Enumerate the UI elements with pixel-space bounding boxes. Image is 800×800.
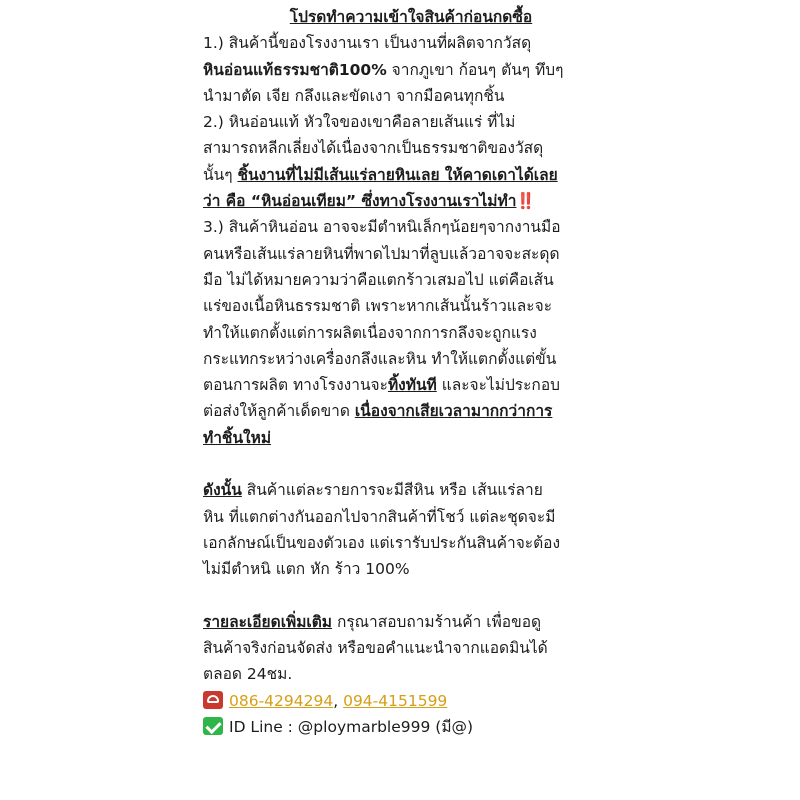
section-2-line-3 xyxy=(203,162,603,188)
section-2-line-2: สามารถหลีกเลี่ยงได้เนื่องจากเป็นธรรมชาติของวัสดุ xyxy=(203,139,544,158)
no-vein-warning: ชิ้นงานที่ไม่มีเส้นแร่ลายหินเลย ให้คาดเดาได้เลย xyxy=(237,165,558,184)
natural-marble-highlight: หินอ่อนแท้ธรรมชาติ100% xyxy=(203,60,387,79)
section-2 xyxy=(203,109,603,214)
discard-immediately-highlight: ทิ้งทันที xyxy=(387,376,437,395)
check-mark-icon xyxy=(203,717,223,735)
section-3-line-6: กระแทกระหว่างเครื่องกลึงและหิน ทำให้แตกตั้งแต่ขั้น xyxy=(203,349,557,368)
double-exclamation-icon: ‼️ xyxy=(516,192,536,211)
therefore-label: ดังนั้น xyxy=(203,481,242,500)
summary-section xyxy=(203,477,603,582)
product-notice-document xyxy=(203,4,603,740)
phone-line xyxy=(203,688,603,714)
summary-line-1 xyxy=(203,477,603,503)
section-1-line-2-rest: จากภูเขา ก้อนๆ ตันๆ ทึบๆ xyxy=(386,60,564,79)
summary-line-2: หิน ที่แตกต่างกันออกไปจากสินค้าที่โชว์ แต่ละชุดจะมี xyxy=(203,507,556,526)
section-3-line-2: คนหรือเส้นแร่ลายหินที่พาดไปมาที่ลูบแล้วอาจจะสะดุด xyxy=(203,244,560,263)
artificial-marble-warning: ว่า คือ “หินอ่อนเทียม” ซึ่งทางโรงงานเราไม่ทำ xyxy=(203,192,517,211)
section-1-line-3: นำมาตัด เจีย กลึงและขัดเงา จากมือคนทุกชิ้น xyxy=(203,86,505,105)
section-3-line-8 xyxy=(203,398,603,424)
section-3-line-8-pre: ต่อส่งให้ลูกค้าเด็ดขาด xyxy=(203,402,355,421)
section-3-line-5: ทำให้แตกตั้งแต่การผลิตเนื่องจากการกลึงจะถูกแรง xyxy=(203,323,537,342)
summary-line-1-rest: สินค้าแต่ละรายการจะมีสีหิน หรือ เส้นแร่ลาย xyxy=(241,481,543,500)
summary-line-4: ไม่มีตำหนิ แตก หัก ร้าว 100% xyxy=(203,560,410,579)
details-line-2: สินค้าจริงก่อนจัดส่ง หรือขอคำแนะนำจากแอดมินได้ xyxy=(203,639,548,658)
spacer xyxy=(203,583,603,609)
section-1-line-1: 1.) สินค้านี้ของโรงงานเรา เป็นงานที่ผลิตจากวัสดุ xyxy=(203,34,532,53)
line-id-line xyxy=(203,714,603,740)
section-2-line-1: 2.) หินอ่อนแท้ หัวใจของเขาคือลายเส้นแร่ ที่ไม่ xyxy=(203,113,516,132)
contact-section xyxy=(203,688,603,741)
line-id-text: ID Line : @ploymarble999 (มี@) xyxy=(229,718,474,737)
time-waste-highlight: เนื่องจากเสียเวลามากกว่าการ xyxy=(354,402,553,421)
details-line-3: ตลอด 24ชม. xyxy=(203,665,293,684)
section-3-line-9 xyxy=(203,425,603,451)
phone-separator: , xyxy=(333,691,344,710)
section-3 xyxy=(203,214,603,451)
phone-number-2-link[interactable]: 094-4151599 xyxy=(343,691,448,710)
section-3-line-3: มือ ไม่ได้หมายความว่าคือแตกร้าวเสมอไป แต่คือเส้น xyxy=(203,270,554,289)
section-3-line-7-pre: ตอนการผลิต ทางโรงงานจะ xyxy=(203,376,388,395)
details-line-1 xyxy=(203,609,603,635)
spacer xyxy=(203,451,603,477)
new-piece-highlight: ทำชิ้นใหม่ xyxy=(203,428,272,447)
summary-line-3: เอกลักษณ์เป็นของตัวเอง แต่เรารับประกันสินค้าจะต้อง xyxy=(203,533,561,552)
section-1 xyxy=(203,30,603,109)
section-2-line-4 xyxy=(203,188,603,214)
more-details-label: รายละเอียดเพิ่มเติม xyxy=(203,612,333,631)
telephone-icon xyxy=(203,691,223,709)
section-2-line-3-pre: นั้นๆ xyxy=(203,165,238,184)
details-section xyxy=(203,609,603,688)
section-3-line-1: 3.) สินค้าหินอ่อน อาจจะมีตำหนิเล็กๆน้อยๆจากงานมือ xyxy=(203,218,561,237)
notice-title: โปรดทำความเข้าใจสินค้าก่อนกดซื้อ xyxy=(289,8,533,26)
details-line-1-rest: กรุณาสอบถามร้านค้า เพื่อขอดู xyxy=(332,612,542,631)
section-3-line-7 xyxy=(203,372,603,398)
section-3-line-7-post: และจะไม่ประกอบ xyxy=(436,376,560,395)
section-3-line-4: แร่ของเนื้อหินธรรมชาติ เพราะหากเส้นนั้นร้าวและจะ xyxy=(203,297,553,316)
section-1-line-2 xyxy=(203,57,603,83)
phone-number-1-link[interactable]: 086-4294294 xyxy=(229,691,334,710)
